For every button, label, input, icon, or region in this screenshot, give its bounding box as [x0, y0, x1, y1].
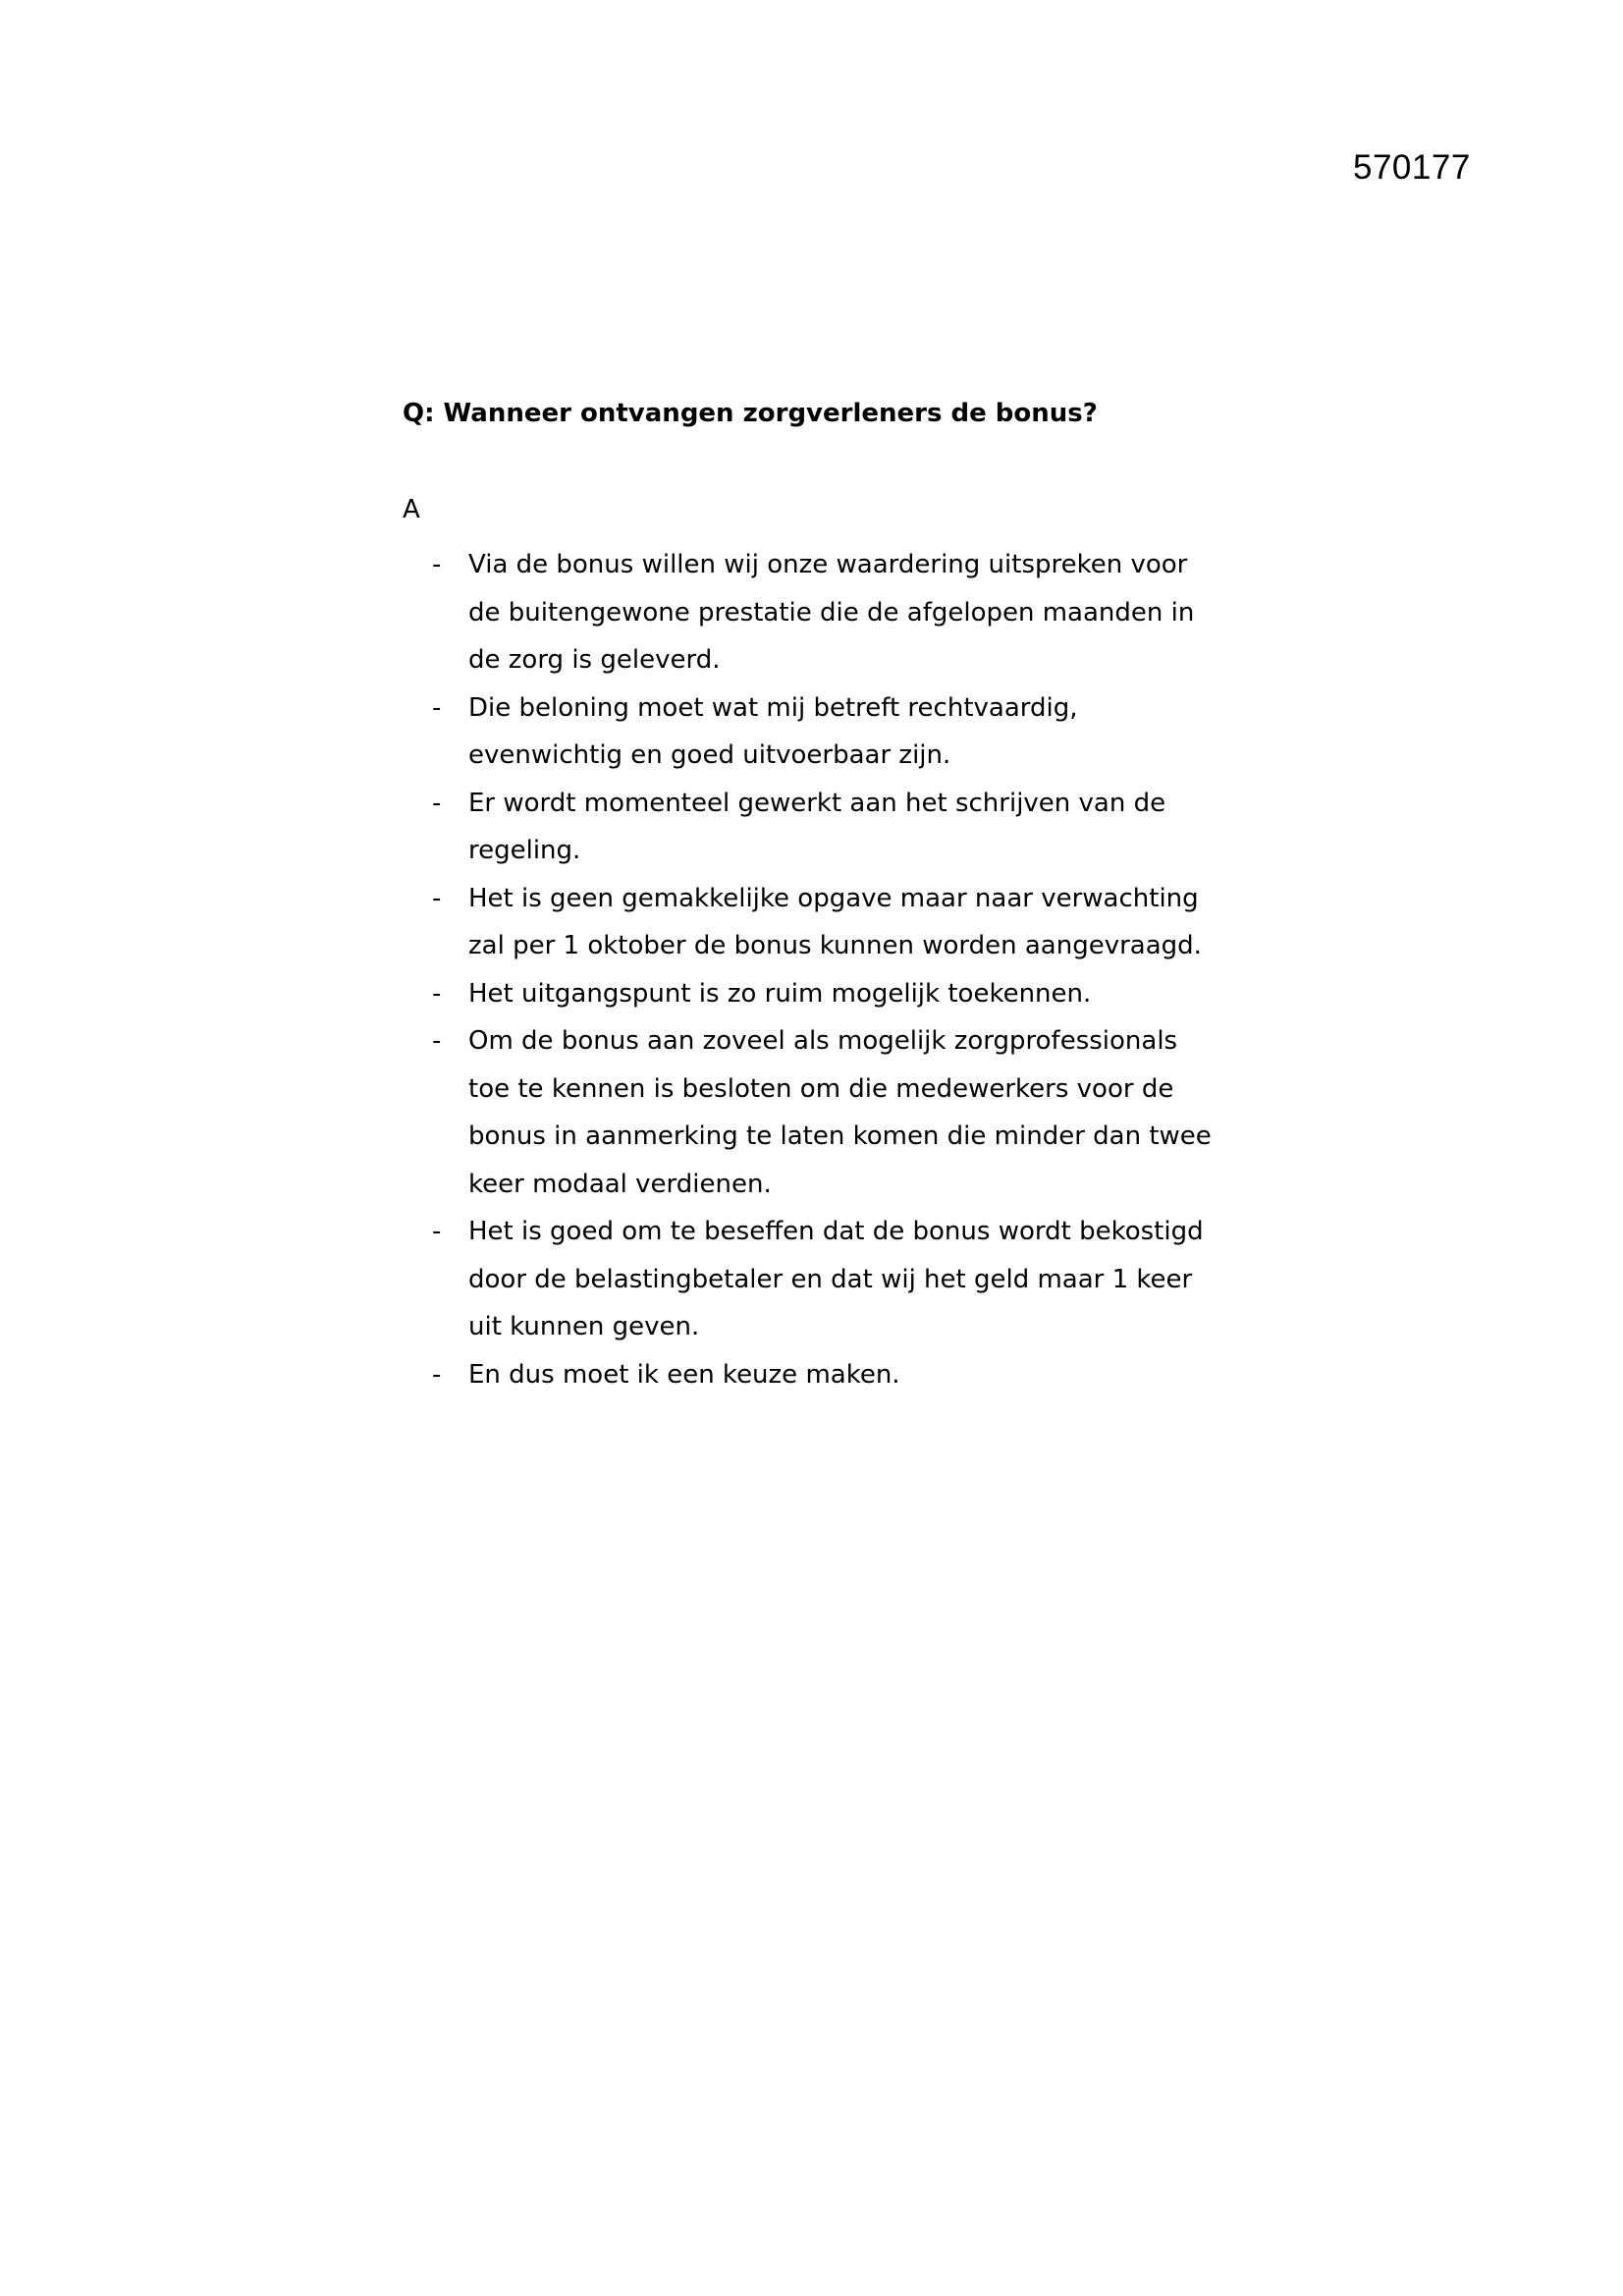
answer-item-text: Via de bonus willen wij onze waardering uitspreken voor de buitengewone prestatie die de afgelopen maanden in de zorg is geleverd. [468, 550, 1195, 675]
bullet-dash: - [432, 1217, 442, 1246]
answer-item [428, 780, 1215, 875]
question-heading: Q: Wanneer ontvangen zorgverleners de bonus? [403, 399, 1098, 428]
page-number: 570177 [1353, 148, 1471, 187]
answer-item [428, 970, 1215, 1018]
answer-item-text: Het is geen gemakkelijke opgave maar naar verwachting zal per 1 oktober de bonus kunnen worden aangevraagd. [468, 883, 1202, 960]
answer-item [428, 1017, 1215, 1208]
bullet-dash: - [432, 883, 442, 913]
bullet-dash: - [432, 978, 442, 1009]
answer-item-text: Het uitgangspunt is zo ruim mogelijk toekennen. [468, 978, 1092, 1009]
answer-item-text: Het is goed om te beseffen dat de bonus wordt bekostigd door de belastingbetaler en dat wij het geld maar 1 keer uit kunnen geven. [468, 1217, 1204, 1341]
bullet-dash: - [432, 1359, 442, 1390]
answer-item-text: En dus moet ik een keuze maken. [468, 1359, 900, 1390]
answer-list [428, 541, 1253, 1398]
bullet-dash: - [432, 788, 442, 818]
answer-item [428, 1351, 1215, 1399]
answer-item-text: Die beloning moet wat mij betreft rechtvaardig, evenwichtig en goed uitvoerbaar zijn. [468, 692, 1078, 770]
answer-label: A [403, 495, 420, 524]
answer-item [428, 684, 1215, 780]
answer-item [428, 875, 1215, 970]
answer-item [428, 1208, 1215, 1351]
bullet-dash: - [432, 1026, 442, 1056]
bullet-dash: - [432, 550, 442, 579]
answer-item-text: Er wordt momenteel gewerkt aan het schrijven van de regeling. [468, 788, 1166, 865]
bullet-dash: - [432, 692, 442, 723]
answer-item [428, 541, 1215, 684]
answer-item-text: Om de bonus aan zoveel als mogelijk zorgprofessionals toe te kennen is besloten om die medewerkers voor de bonus in aanmerking te laten komen die minder dan twee keer modaal verdienen. [468, 1026, 1212, 1199]
